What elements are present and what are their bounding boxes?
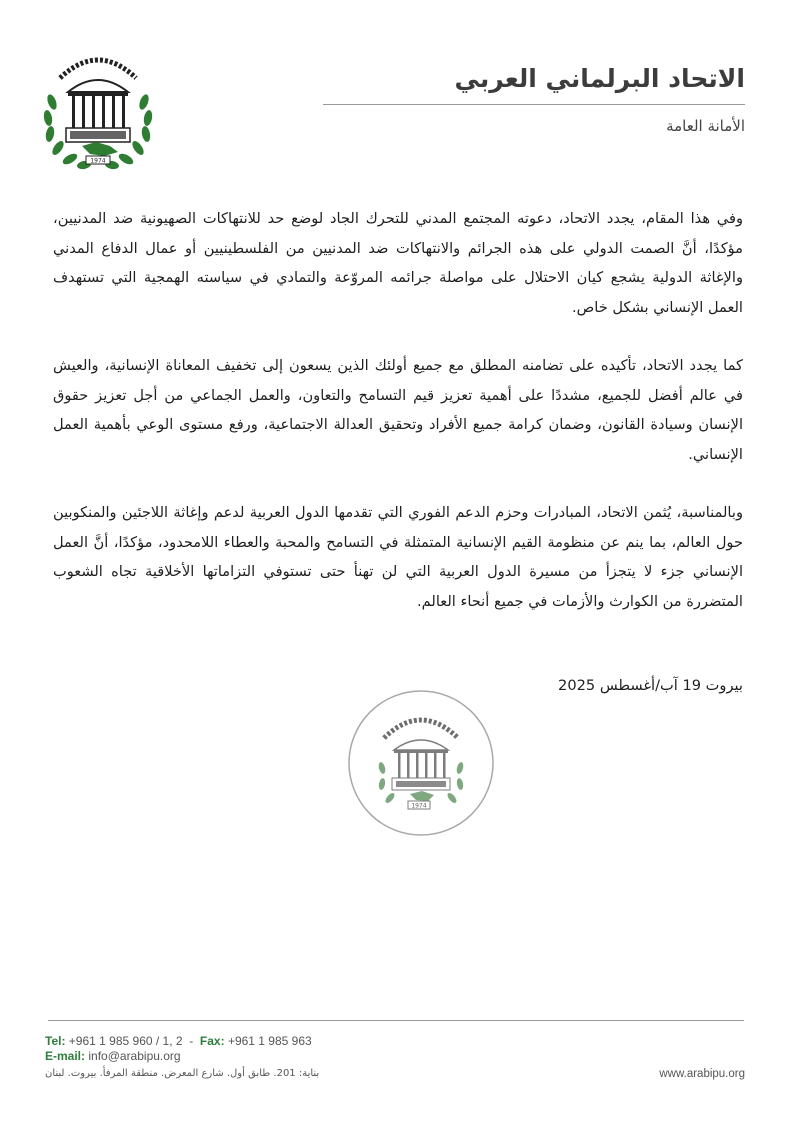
- website-link[interactable]: www.arabipu.org: [659, 1068, 745, 1080]
- email-line: [45, 1049, 312, 1064]
- logo-year: 1974: [90, 157, 106, 165]
- arab-ipu-logo-emblem: [38, 42, 158, 174]
- email-label: E-mail:: [45, 1049, 86, 1063]
- tel-value: +961 1 985 960 / 1, 2: [68, 1034, 183, 1048]
- fax-label: Fax:: [199, 1034, 225, 1048]
- letter-body: [53, 204, 743, 645]
- organization-name: الاتحاد البرلماني العربي: [454, 64, 745, 93]
- email-link[interactable]: info@arabipu.org: [88, 1049, 181, 1063]
- header-divider: [323, 104, 745, 105]
- body-paragraph-1: وفي هذا المقام، يجدد الاتحاد، دعوته المجتمع المدني للتحرك الجاد لوضع حد للانتهاكات الصهيونية ضد المدنيين، مؤكدًا، أنَّ الصمت الدولي على هذه الجرائم والانتهاكات ضد المدنيين من الفلسطينيين أو عمال الدفاع المدني والإغاثة الدولية يشجع كيان الاحتلال على مواصلة جرائمه المروّعة والتمادي في سياسته الهمجية التي تستهدف العمل الإنساني بشكل خاص.: [53, 210, 743, 316]
- body-paragraph-3: وبالمناسبة، يُثمن الاتحاد، المبادرات وحزم الدعم الفوري التي تقدمها الدول العربية لدعم وإغاثة اللاجئين والمنكوبين حول العالم، بما ينم عن منظومة القيم الإنسانية المتمثلة في التسامح والمحبة والعطاء اللامحدود، مؤكدًا، أنَّ العمل الإنساني جزء لا يتجزأ من مسيرة الدول العربية التي لن تهنأ حتى تستوفي التزاماتها الأخلاقية تجاه الشعوب المتضررة من الكوارث والأزمات في جميع أنحاء العالم.: [53, 504, 743, 610]
- official-stamp: [346, 688, 496, 838]
- phone-fax-line: Tel: +961 1 985 960 / 1, 2 - Fax: +961 1 985 963: [45, 1034, 312, 1048]
- fax-value: +961 1 985 963: [227, 1034, 312, 1048]
- postal-address: بناية: 201. طابق أول. شارع المعرض. منطقة المرفأ. بيروت. لبنان: [45, 1068, 320, 1079]
- department-name: الأمانة العامة: [666, 117, 745, 135]
- body-paragraph-2: كما يجدد الاتحاد، تأكيده على تضامنه المطلق مع جميع أولئك الذين يسعون إلى تخفيف المعاناة الإنسانية، والعيش في عالم أفضل للجميع، مشددًا على أهمية تعزيز قيم التسامح والتعاون، والعمل الجماعي من أجل تعزيز حقوق الإنسان وسيادة القانون، وضمان كرامة جميع الأفراد وتحقيق العدالة الاجتماعية، ورفع مستوى الوعي بأهمية العمل الإنساني.: [53, 357, 743, 463]
- stamp-year: 1974: [411, 802, 427, 810]
- contact-info: [45, 1034, 312, 1064]
- letter-date: بيروت 19 آب/أغسطس 2025: [558, 677, 743, 694]
- tel-label: Tel:: [45, 1034, 66, 1048]
- footer-divider: [48, 1020, 744, 1021]
